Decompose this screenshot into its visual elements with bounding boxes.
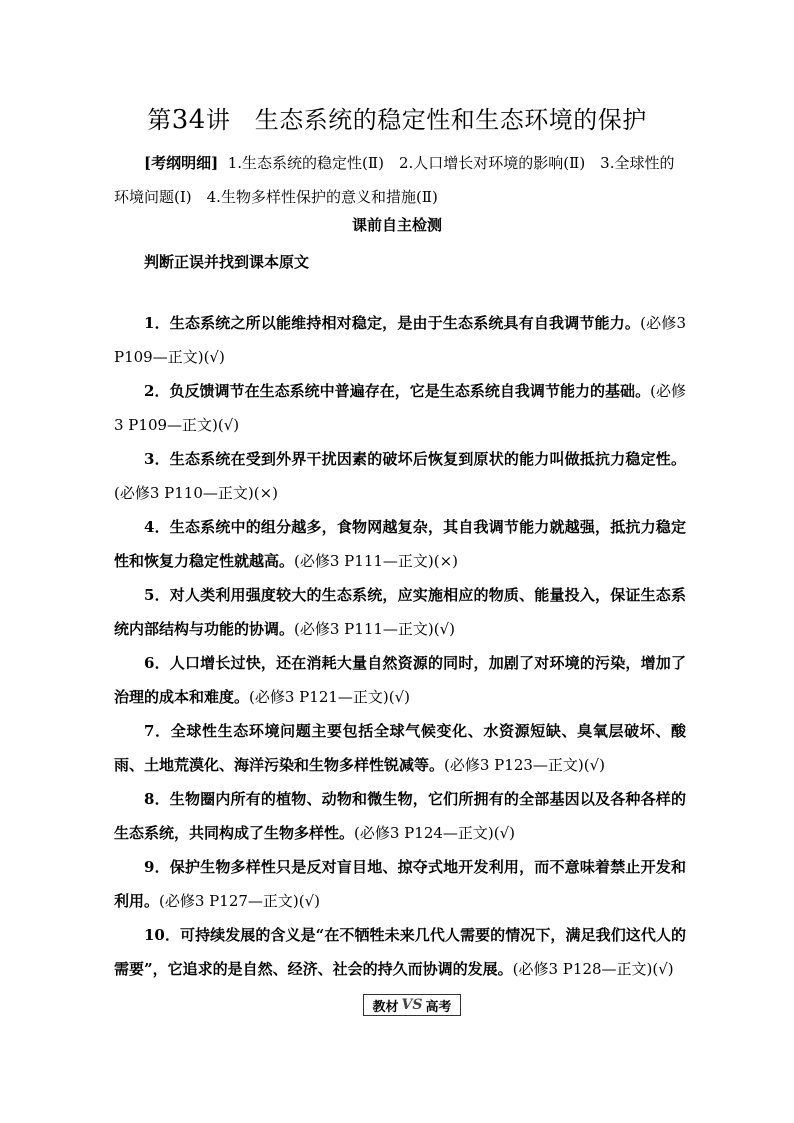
item-text: 7．全球性生态环境问题主要包括全球气候变化、水资源短缺、臭氧层破坏、酸雨、土地荒漠化、海洋污染和生物多样性锐减等。 xyxy=(114,722,686,774)
list-item xyxy=(114,918,686,986)
list-item xyxy=(114,510,686,578)
outline-label: [考纲明细] xyxy=(144,154,219,172)
list-item xyxy=(114,646,686,714)
list-item xyxy=(114,578,686,646)
item-ref: (必修3 P111—正文)(√) xyxy=(294,620,456,638)
item-ref: (必修3 P109—正文)(√) xyxy=(114,382,686,434)
badge-right: 高考 xyxy=(425,999,452,1015)
title-prefix: 第 xyxy=(147,106,172,134)
item-text: 1．生态系统之所以能维持相对稳定，是由于生态系统具有自我调节能力。 xyxy=(144,314,641,332)
item-ref: (必修3 P121—正文)(√) xyxy=(249,688,411,706)
item-ref: (必修3 P127—正文)(√) xyxy=(159,892,321,910)
list-item xyxy=(114,374,686,442)
item-text: 8．生物圈内所有的植物、动物和微生物，它们所拥有的全部基因以及各种各样的生态系统，共同构成了生物多样性。 xyxy=(114,790,686,842)
title-suffix: 讲 xyxy=(205,106,231,134)
item-text: 3．生态系统在受到外界干扰因素的破坏后恢复到原状的能力叫做抵抗力稳定性。 xyxy=(144,450,686,468)
item-ref: (必修3 P123—正文)(√) xyxy=(444,756,606,774)
textbook-vs-exam-badge xyxy=(363,994,461,1016)
section-heading: 课前自主检测 xyxy=(351,216,442,234)
list-item xyxy=(114,442,686,510)
outline-text: 1.生态系统的稳定性(Ⅱ) 2.人口增长对环境的影响(Ⅱ) 3.全球性的环境问题(Ⅰ) 4.生物多样性保护的意义和措施(Ⅱ) xyxy=(114,154,675,206)
item-ref: (必修3 P109—正文)(√) xyxy=(114,314,686,366)
question-list xyxy=(114,306,686,986)
list-item xyxy=(114,782,686,850)
subheading: 判断正误并找到课本原文 xyxy=(144,253,310,271)
list-item xyxy=(114,306,686,374)
list-item xyxy=(114,850,686,918)
item-text: 9．保护生物多样性只是反对盲目地、掠夺式地开发利用，而不意味着禁止开发和利用。 xyxy=(114,858,686,910)
item-ref: (必修3 P124—正文)(√) xyxy=(354,824,516,842)
item-ref: (必修3 P128—正文)(√) xyxy=(512,960,674,978)
title-text: 生态系统的稳定性和生态环境的保护 xyxy=(254,106,647,134)
lesson-title xyxy=(0,100,794,135)
item-text: 6．人口增长过快，还在消耗大量自然资源的同时，加剧了对环境的污染，增加了治理的成本和难度。 xyxy=(114,654,686,706)
item-text: 2．负反馈调节在生态系统中普遍存在，它是生态系统自我调节能力的基础。 xyxy=(144,382,651,400)
item-text: 10．可持续发展的含义是“在不牺牲未来几代人需要的情况下，满足我们这代人的需要”，它追求的是自然、经济、社会的持久而协调的发展。 xyxy=(114,926,686,978)
badge-left: 教材 xyxy=(372,999,399,1015)
item-ref: (必修3 P110—正文)(×) xyxy=(114,484,279,502)
item-text: 4．生态系统中的组分越多，食物网越复杂，其自我调节能力就越强，抵抗力稳定性和恢复力稳定性就越高。 xyxy=(114,518,686,570)
syllabus-outline xyxy=(114,146,686,214)
badge-vs: VS xyxy=(401,997,423,1013)
item-text: 5．对人类利用强度较大的生态系统，应实施相应的物质、能量投入，保证生态系统内部结构与功能的协调。 xyxy=(114,586,686,638)
list-item xyxy=(114,714,686,782)
item-ref: (必修3 P111—正文)(×) xyxy=(294,552,459,570)
title-number: 34 xyxy=(171,105,206,135)
